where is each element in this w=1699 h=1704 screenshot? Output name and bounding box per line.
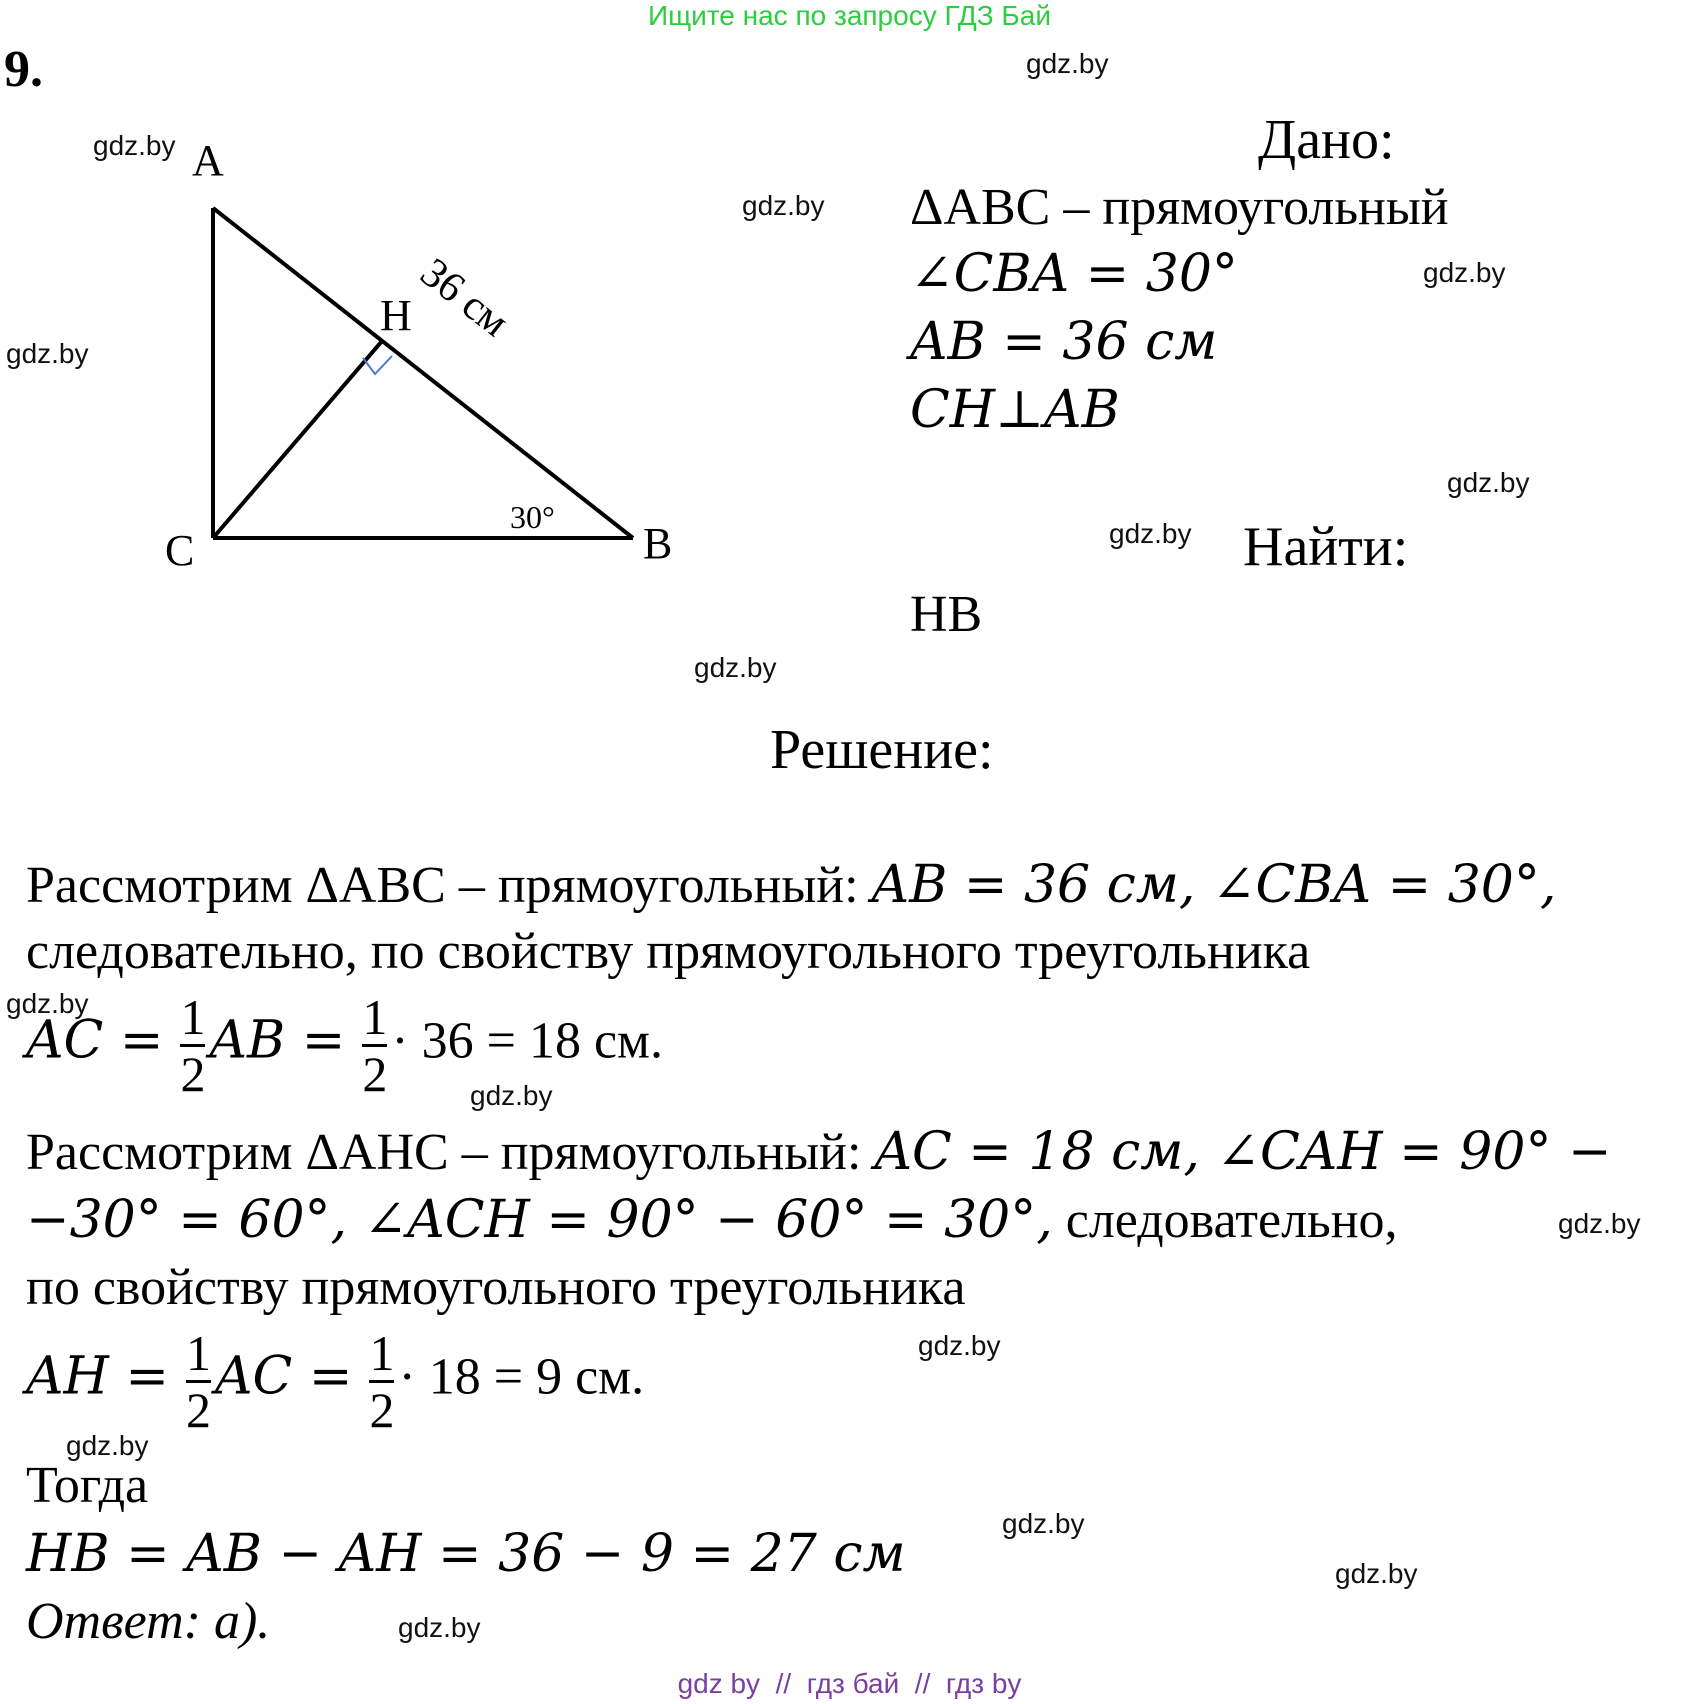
- then-label: Тогда: [26, 1457, 149, 1514]
- segment-ch: [213, 341, 382, 538]
- given-line-4: CH⊥AB: [910, 380, 1120, 440]
- given-title: Дано:: [1258, 109, 1395, 171]
- fraction-numerator: 1: [186, 1325, 211, 1381]
- equation-hb: HB = AB − AH = 36 − 9 = 27 см: [26, 1524, 906, 1584]
- solution-title: Решение:: [770, 719, 994, 781]
- fraction-numerator: 1: [369, 1325, 395, 1381]
- vertex-c-label: C: [165, 526, 195, 575]
- fraction-one-half: [362, 989, 388, 1102]
- watermark: gdz.by: [918, 1330, 1001, 1361]
- triangle-figure: [140, 130, 780, 650]
- watermark: gdz.by: [1026, 48, 1109, 79]
- header-banner: Ищите нас по запросу ГДЗ Бай: [647, 0, 1052, 31]
- watermark: gdz.by: [398, 1612, 481, 1643]
- solution-paragraph-2: следовательно, по свойству прямоугольного треугольника: [26, 923, 1311, 980]
- fraction-denominator: 2: [369, 1382, 395, 1438]
- watermark: gdz.by: [6, 988, 89, 1019]
- given-line-3: AB = 36 см: [910, 312, 1218, 372]
- watermark: gdz.by: [66, 1430, 149, 1461]
- equation-lhs: AH =: [26, 1346, 169, 1407]
- watermark: gdz.by: [1002, 1508, 1085, 1539]
- watermark: gdz.by: [694, 652, 777, 683]
- solution-math: AC = 18 см, ∠CAH = 90° −: [874, 1122, 1612, 1182]
- given-line-2: ∠CBA = 30°: [910, 244, 1238, 304]
- solution-math: −30° = 60°, ∠ACH = 90° − 60° = 30°,: [26, 1190, 1053, 1250]
- solution-paragraph-3: [26, 1122, 1612, 1183]
- solution-paragraph-4: [26, 1190, 1398, 1251]
- fraction-numerator: 1: [180, 989, 206, 1045]
- equation-ac: [26, 989, 663, 1102]
- vertex-a-label: A: [192, 136, 224, 185]
- watermark: gdz.by: [6, 338, 89, 369]
- solution-text: Рассмотрим ΔABC – прямоугольный:: [26, 857, 872, 914]
- equation-rest: · 36 = 18 см.: [391, 1012, 663, 1070]
- angle-label: 30°: [510, 499, 555, 535]
- find-title: Найти:: [1243, 516, 1409, 578]
- watermark: gdz.by: [1447, 467, 1530, 498]
- answer: Ответ: а).: [26, 1593, 271, 1650]
- problem-number: 9.: [4, 41, 43, 98]
- fraction-one-half: [186, 1325, 211, 1438]
- fraction-denominator: 2: [180, 1046, 206, 1102]
- side-length-label: 36 см: [411, 249, 518, 347]
- given-line-1: ΔABC – прямоугольный: [910, 179, 1449, 236]
- watermark: gdz.by: [1109, 518, 1192, 549]
- watermark: gdz.by: [470, 1080, 553, 1111]
- footer-text: gdz by // гдз бай // гдз by: [677, 1668, 1022, 1699]
- solution-paragraph-5: по свойству прямоугольного треугольника: [26, 1259, 966, 1316]
- solution-paragraph-1: [26, 855, 1556, 916]
- solution-math: AB = 36 см, ∠CBA = 30°,: [871, 855, 1557, 915]
- solution-text: следовательно,: [1052, 1192, 1398, 1249]
- watermark: gdz.by: [1423, 257, 1506, 288]
- find-value: HB: [910, 586, 983, 643]
- equation-mid: AB =: [209, 1010, 346, 1071]
- equation-ah: [26, 1325, 645, 1438]
- watermark: gdz.by: [742, 190, 825, 221]
- equation-rest: · 18 = 9 см.: [398, 1348, 645, 1406]
- fraction-denominator: 2: [362, 1046, 388, 1102]
- vertex-b-label: B: [643, 519, 673, 568]
- vertex-h-label: H: [380, 291, 412, 340]
- fraction-numerator: 1: [362, 989, 388, 1045]
- watermark: gdz.by: [1335, 1558, 1418, 1589]
- equation-mid: AC =: [215, 1346, 353, 1407]
- side-ab: [213, 208, 633, 538]
- fraction-one-half: [369, 1325, 395, 1438]
- equation-lhs: AC =: [26, 1010, 164, 1071]
- solution-text: Рассмотрим ΔAHC – прямоугольный:: [26, 1124, 875, 1181]
- watermark: gdz.by: [1558, 1208, 1641, 1239]
- watermark: gdz.by: [93, 130, 176, 161]
- fraction-one-half: [180, 989, 206, 1102]
- fraction-denominator: 2: [186, 1382, 211, 1438]
